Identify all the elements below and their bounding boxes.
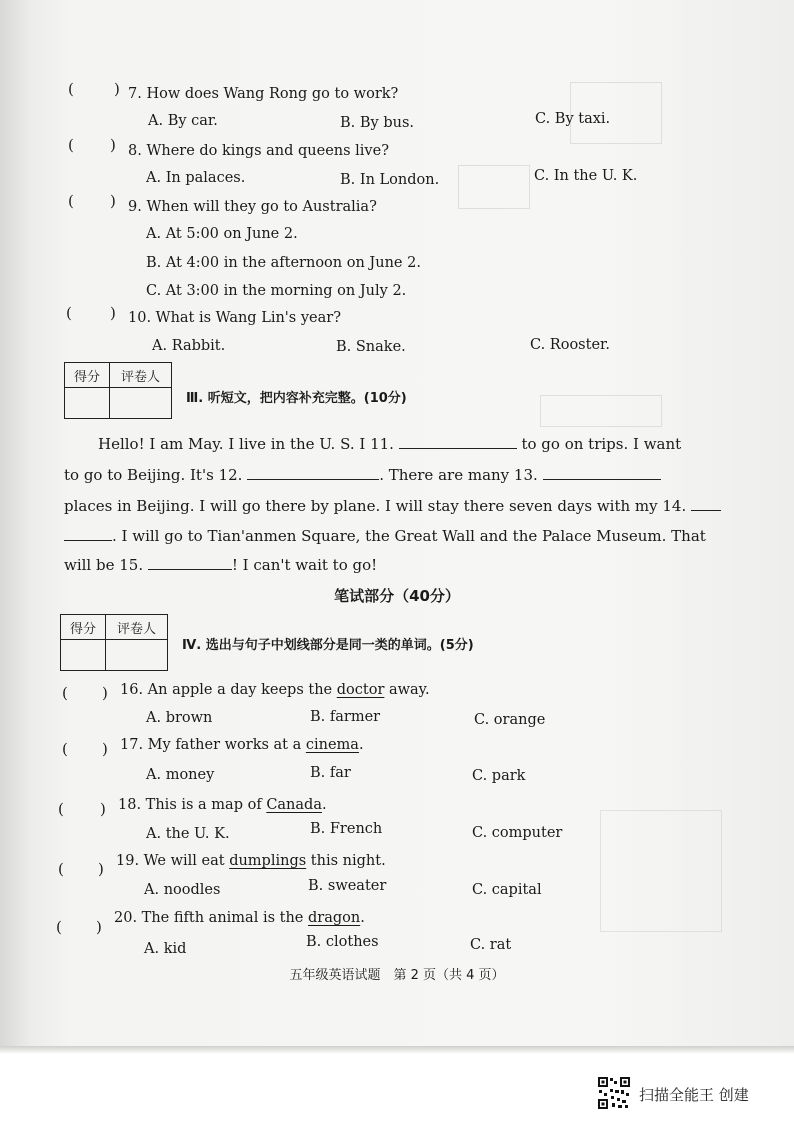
answer-paren-close: ) bbox=[100, 800, 106, 818]
question-16 bbox=[120, 682, 430, 698]
question-18 bbox=[118, 797, 327, 813]
passage-line-2 bbox=[64, 465, 661, 484]
passage-line-5 bbox=[64, 555, 377, 574]
grader-cell[interactable] bbox=[106, 640, 168, 671]
option-c: C. computer bbox=[472, 825, 563, 841]
question-17 bbox=[120, 737, 364, 753]
option-c: C. capital bbox=[472, 882, 542, 898]
section-3-title: Ⅲ. 听短文，把内容补充完整。(10分) bbox=[186, 391, 407, 406]
answer-paren-open: ( bbox=[56, 918, 62, 936]
section-4-title: Ⅳ. 选出与句子中划线部分是同一类的单词。(5分) bbox=[182, 638, 474, 653]
score-label: 得分 bbox=[61, 615, 106, 640]
question-text: This is a map of bbox=[145, 797, 267, 813]
question-number: 19. bbox=[116, 853, 140, 869]
question-text: away. bbox=[384, 682, 430, 698]
question-text: . bbox=[321, 797, 327, 813]
option-c: C. rat bbox=[470, 937, 512, 953]
answer-paren-open: ( bbox=[62, 684, 68, 702]
passage-text: ! I can't wait to go! bbox=[231, 556, 378, 574]
qr-code-icon bbox=[597, 1076, 631, 1110]
ghost-word-box bbox=[458, 165, 530, 209]
option-b: B. French bbox=[310, 821, 383, 837]
answer-paren-close: ) bbox=[114, 80, 120, 98]
question-number: 9. bbox=[128, 199, 142, 215]
page-edge bbox=[0, 1046, 794, 1054]
option-b: B. In London. bbox=[340, 172, 440, 188]
option-b: B. clothes bbox=[306, 934, 379, 950]
option-b: B. By bus. bbox=[340, 115, 415, 131]
score-label: 得分 bbox=[65, 363, 110, 388]
grader-label: 评卷人 bbox=[106, 615, 168, 640]
underlined-word: cinema bbox=[305, 737, 359, 753]
option-a: A. kid bbox=[144, 941, 187, 957]
option-b: B. At 4:00 in the afternoon on June 2. bbox=[146, 255, 421, 271]
ghost-options-box bbox=[600, 810, 722, 932]
question-number: 7. bbox=[128, 86, 142, 102]
answer-paren-open: ( bbox=[68, 192, 74, 210]
question-number: 20. bbox=[114, 910, 138, 926]
option-a: A. In palaces. bbox=[146, 170, 246, 186]
underlined-word: Canada bbox=[266, 797, 322, 813]
blank-12[interactable] bbox=[247, 465, 379, 480]
blank-14[interactable] bbox=[691, 496, 721, 511]
question-8 bbox=[128, 143, 389, 159]
grader-cell[interactable] bbox=[110, 388, 172, 419]
question-text: We will eat bbox=[143, 853, 230, 869]
option-b: B. sweater bbox=[308, 878, 387, 894]
question-number: 16. bbox=[120, 682, 144, 698]
question-text: The fifth animal is the bbox=[141, 910, 308, 926]
option-a: A. noodles bbox=[144, 882, 221, 898]
answer-paren-open: ( bbox=[68, 136, 74, 154]
answer-paren-open: ( bbox=[58, 860, 64, 878]
option-c: C. At 3:00 in the morning on July 2. bbox=[146, 283, 407, 299]
ghost-score-box-2 bbox=[540, 395, 662, 427]
question-text: How does Wang Rong go to work? bbox=[146, 86, 399, 102]
option-c: C. orange bbox=[474, 712, 546, 728]
answer-paren-close: ) bbox=[110, 304, 116, 322]
option-c: C. By taxi. bbox=[535, 111, 611, 127]
passage-line-1 bbox=[98, 434, 681, 453]
blank-15[interactable] bbox=[148, 555, 232, 570]
question-20 bbox=[114, 910, 365, 926]
score-cell[interactable] bbox=[65, 388, 110, 419]
answer-paren-open: ( bbox=[68, 80, 74, 98]
option-a: A. money bbox=[146, 767, 215, 783]
passage-text: to go to Beijing. It's 12. bbox=[64, 466, 243, 484]
option-a: A. By car. bbox=[148, 113, 218, 129]
question-text: What is Wang Lin's year? bbox=[155, 310, 341, 326]
option-c: C. In the U. K. bbox=[534, 168, 638, 184]
passage-text: Hello! I am May. I live in the U. S. I 11. bbox=[98, 435, 394, 453]
question-number: 17. bbox=[120, 737, 144, 753]
answer-paren-close: ) bbox=[102, 740, 108, 758]
score-table bbox=[64, 362, 172, 419]
page-footer: 五年级英语试题 第 2 页（共 4 页） bbox=[289, 968, 505, 983]
question-text: An apple a day keeps the bbox=[147, 682, 337, 698]
question-number: 10. bbox=[128, 310, 152, 326]
question-text: . bbox=[360, 910, 365, 926]
question-10 bbox=[128, 310, 341, 326]
blank-14-cont[interactable] bbox=[64, 526, 112, 541]
question-7 bbox=[128, 86, 398, 102]
watermark-text: 扫描全能王 创建 bbox=[639, 1086, 749, 1104]
blank-11[interactable] bbox=[399, 434, 517, 449]
question-text: My father works at a bbox=[147, 737, 306, 753]
question-text: . bbox=[358, 737, 364, 753]
question-19 bbox=[116, 853, 386, 869]
option-a: A. Rabbit. bbox=[152, 338, 226, 354]
passage-text: . I will go to Tian'anmen Square, the Great Wall and the Palace Museum. That bbox=[112, 527, 706, 545]
score-table bbox=[60, 614, 168, 671]
score-cell[interactable] bbox=[61, 640, 106, 671]
underlined-word: doctor bbox=[336, 682, 385, 698]
question-text: Where do kings and queens live? bbox=[146, 143, 389, 159]
option-b: B. far bbox=[310, 765, 351, 781]
passage-text: . There are many 13. bbox=[379, 466, 538, 484]
passage-text: will be 15. bbox=[64, 556, 144, 574]
grader-label: 评卷人 bbox=[110, 363, 172, 388]
question-text: this night. bbox=[306, 853, 386, 869]
answer-paren-close: ) bbox=[96, 918, 102, 936]
passage-line-4 bbox=[64, 526, 706, 545]
option-c: C. park bbox=[472, 768, 526, 784]
question-number: 18. bbox=[118, 797, 142, 813]
question-number: 8. bbox=[128, 143, 142, 159]
answer-paren-close: ) bbox=[98, 860, 104, 878]
blank-13[interactable] bbox=[543, 465, 661, 480]
answer-paren-close: ) bbox=[110, 136, 116, 154]
answer-paren-open: ( bbox=[58, 800, 64, 818]
question-9 bbox=[128, 199, 377, 215]
option-a: A. At 5:00 on June 2. bbox=[146, 226, 298, 242]
answer-paren-open: ( bbox=[66, 304, 72, 322]
answer-paren-open: ( bbox=[62, 740, 68, 758]
option-a: A. the U. K. bbox=[146, 826, 230, 842]
underlined-word: dumplings bbox=[229, 853, 307, 869]
underlined-word: dragon bbox=[308, 910, 361, 926]
answer-paren-close: ) bbox=[110, 192, 116, 210]
passage-text: to go on trips. I want bbox=[521, 435, 682, 453]
written-part-title: 笔试部分（40分） bbox=[334, 587, 460, 605]
question-text: When will they go to Australia? bbox=[146, 199, 377, 215]
answer-paren-close: ) bbox=[102, 684, 108, 702]
option-a: A. brown bbox=[146, 710, 213, 726]
passage-text: places in Beijing. I will go there by plane. I will stay there seven days with my 14. bbox=[64, 497, 687, 515]
option-c: C. Rooster. bbox=[530, 337, 610, 353]
passage-line-3 bbox=[64, 496, 721, 515]
option-b: B. farmer bbox=[310, 709, 381, 725]
option-b: B. Snake. bbox=[336, 339, 406, 355]
